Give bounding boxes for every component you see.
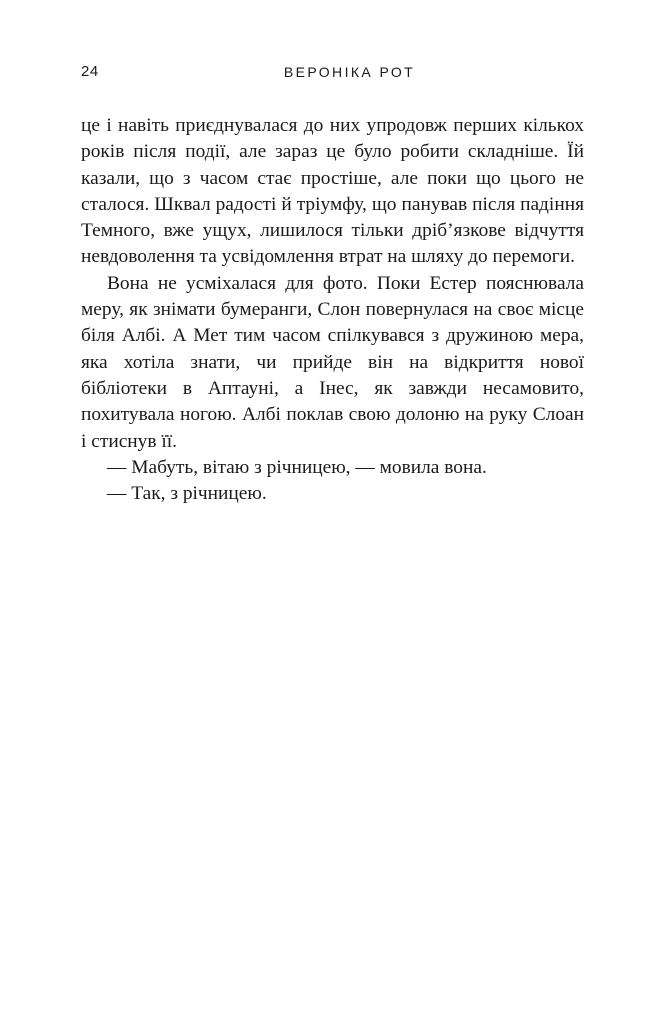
page-number: 24 — [81, 63, 99, 80]
dialogue-line: — Так, з річницею. — [107, 483, 267, 505]
page-header — [81, 60, 584, 84]
dialogue-line: — Мабуть, вітаю з річницею, — мовила вона. — [107, 456, 487, 478]
running-head-author: ВЕРОНІКА РОТ — [283, 64, 416, 80]
page-body — [81, 113, 584, 507]
paragraph-continuation: це і навіть приєднувалася до них упродовж перших кількох років після події, але зараз це було робити складніше. Їй казали, що з часом стає простіше, але поки що цього не сталося. Шквал радості й тріумфу, що панував після падіння Темного, вже ущух, лишилося тільки дріб’язкове відчуття невдоволення та усвідомлення втрат на шляху до перемоги. — [81, 115, 584, 268]
paragraph: Вона не усміхалася для фото. Поки Естер пояснювала меру, як знімати бумеранги, Слон повернулася на своє місце біля Албі. А Мет тим часом спілкувався з дружиною мера, яка хотіла знати, чи прийде він на відкриття нової бібліотеки в Аптауні, а Інес, як завжди несамовито, похитувала ногою. Албі поклав свою долоню на руку Слоан і стиснув її. — [81, 272, 584, 452]
